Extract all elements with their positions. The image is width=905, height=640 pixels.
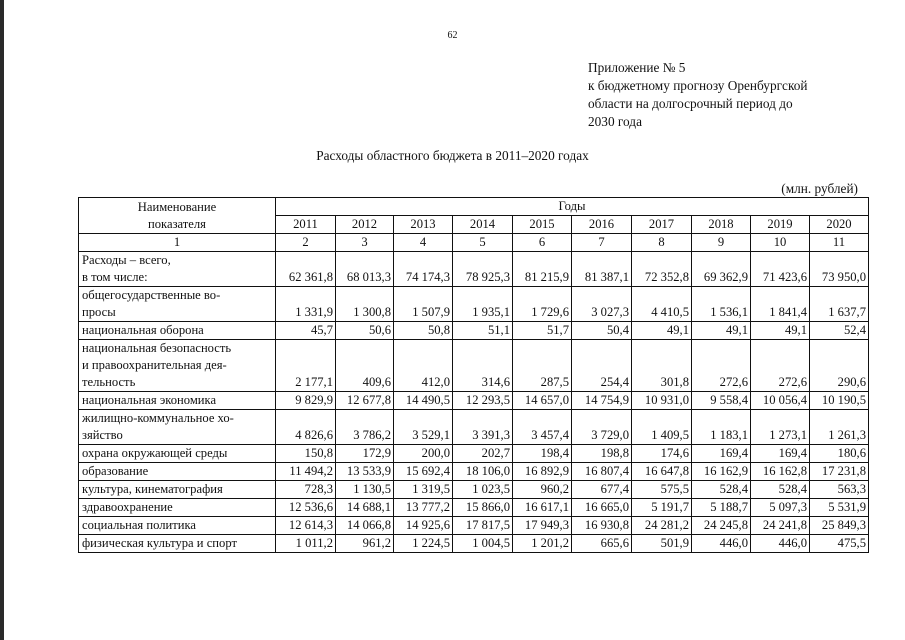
value-cell: 254,4 bbox=[572, 340, 632, 392]
value-cell: 50,8 bbox=[394, 322, 453, 340]
row-name bbox=[79, 499, 276, 517]
value-cell: 9 558,4 bbox=[692, 392, 751, 410]
value-cell: 1 536,1 bbox=[692, 287, 751, 322]
year-header: 2017 bbox=[632, 216, 692, 234]
value-cell: 16 617,1 bbox=[513, 499, 572, 517]
year-header: 2020 bbox=[810, 216, 869, 234]
value-cell: 174,6 bbox=[632, 445, 692, 463]
value-cell: 4 410,5 bbox=[632, 287, 692, 322]
value-cell: 13 533,9 bbox=[336, 463, 394, 481]
value-cell: 11 494,2 bbox=[276, 463, 336, 481]
value-cell: 14 490,5 bbox=[394, 392, 453, 410]
value-cell: 74 174,3 bbox=[394, 252, 453, 287]
table-row bbox=[79, 252, 869, 287]
value-cell: 1 300,8 bbox=[336, 287, 394, 322]
year-header: 2011 bbox=[276, 216, 336, 234]
value-cell: 9 829,9 bbox=[276, 392, 336, 410]
column-number: 10 bbox=[751, 234, 810, 252]
row-name bbox=[79, 535, 276, 553]
value-cell: 17 949,3 bbox=[513, 517, 572, 535]
value-cell: 665,6 bbox=[572, 535, 632, 553]
table-row bbox=[79, 410, 869, 445]
row-name-line: и правоохранительная дея- bbox=[82, 358, 227, 372]
column-number: 4 bbox=[394, 234, 453, 252]
value-cell: 409,6 bbox=[336, 340, 394, 392]
row-name-line: физическая культура и спорт bbox=[82, 536, 237, 550]
value-cell: 69 362,9 bbox=[692, 252, 751, 287]
value-cell: 16 162,9 bbox=[692, 463, 751, 481]
value-cell: 14 066,8 bbox=[336, 517, 394, 535]
value-cell: 1 183,1 bbox=[692, 410, 751, 445]
table-row bbox=[79, 287, 869, 322]
value-cell: 169,4 bbox=[751, 445, 810, 463]
row-name bbox=[79, 445, 276, 463]
value-cell: 16 647,8 bbox=[632, 463, 692, 481]
table-title: Расходы областного бюджета в 2011–2020 годах bbox=[316, 148, 589, 163]
year-header: 2013 bbox=[394, 216, 453, 234]
value-cell: 72 352,8 bbox=[632, 252, 692, 287]
row-name-line: культура, кинематография bbox=[82, 482, 223, 496]
value-cell: 16 665,0 bbox=[572, 499, 632, 517]
value-cell: 5 531,9 bbox=[810, 499, 869, 517]
value-cell: 563,3 bbox=[810, 481, 869, 499]
units-label: (млн. рублей) bbox=[781, 181, 858, 196]
table-body bbox=[79, 252, 869, 553]
value-cell: 150,8 bbox=[276, 445, 336, 463]
column-number: 7 bbox=[572, 234, 632, 252]
value-cell: 51,1 bbox=[453, 322, 513, 340]
value-cell: 49,1 bbox=[632, 322, 692, 340]
value-cell: 1 637,7 bbox=[810, 287, 869, 322]
value-cell: 14 754,9 bbox=[572, 392, 632, 410]
row-name bbox=[79, 392, 276, 410]
header-line: показателя bbox=[148, 216, 206, 231]
year-header: 2015 bbox=[513, 216, 572, 234]
value-cell: 13 777,2 bbox=[394, 499, 453, 517]
value-cell: 12 536,6 bbox=[276, 499, 336, 517]
row-name-line: зяйство bbox=[82, 428, 123, 442]
expenditure-table bbox=[78, 197, 869, 553]
value-cell: 17 817,5 bbox=[453, 517, 513, 535]
year-header: 2016 bbox=[572, 216, 632, 234]
value-cell: 3 391,3 bbox=[453, 410, 513, 445]
value-cell: 10 056,4 bbox=[751, 392, 810, 410]
value-cell: 3 729,0 bbox=[572, 410, 632, 445]
row-name-line: национальная оборона bbox=[82, 323, 204, 337]
value-cell: 290,6 bbox=[810, 340, 869, 392]
row-name-line: общегосударственные во- bbox=[82, 288, 221, 302]
row-name-line: Расходы – всего, bbox=[82, 253, 171, 267]
row-name bbox=[79, 340, 276, 392]
value-cell: 15 692,4 bbox=[394, 463, 453, 481]
value-cell: 446,0 bbox=[751, 535, 810, 553]
column-number: 9 bbox=[692, 234, 751, 252]
value-cell: 1 011,2 bbox=[276, 535, 336, 553]
appendix-line: Приложение № 5 bbox=[588, 60, 686, 75]
value-cell: 528,4 bbox=[692, 481, 751, 499]
table-row bbox=[79, 322, 869, 340]
column-number: 11 bbox=[810, 234, 869, 252]
row-name-line: жилищно-коммунальное хо- bbox=[82, 411, 234, 425]
row-name bbox=[79, 517, 276, 535]
value-cell: 1 729,6 bbox=[513, 287, 572, 322]
table-row bbox=[79, 340, 869, 392]
value-cell: 5 097,3 bbox=[751, 499, 810, 517]
value-cell: 960,2 bbox=[513, 481, 572, 499]
value-cell: 16 892,9 bbox=[513, 463, 572, 481]
value-cell: 198,4 bbox=[513, 445, 572, 463]
row-name bbox=[79, 287, 276, 322]
row-name-line: охрана окружающей среды bbox=[82, 446, 228, 460]
row-name-line: в том числе: bbox=[82, 270, 148, 284]
value-cell: 1 023,5 bbox=[453, 481, 513, 499]
value-cell: 49,1 bbox=[751, 322, 810, 340]
table-row bbox=[79, 499, 869, 517]
value-cell: 1 261,3 bbox=[810, 410, 869, 445]
value-cell: 3 786,2 bbox=[336, 410, 394, 445]
row-name bbox=[79, 410, 276, 445]
value-cell: 198,8 bbox=[572, 445, 632, 463]
value-cell: 16 930,8 bbox=[572, 517, 632, 535]
value-cell: 73 950,0 bbox=[810, 252, 869, 287]
header-line: Наименование bbox=[137, 199, 217, 214]
value-cell: 12 614,3 bbox=[276, 517, 336, 535]
value-cell: 78 925,3 bbox=[453, 252, 513, 287]
row-name bbox=[79, 463, 276, 481]
value-cell: 180,6 bbox=[810, 445, 869, 463]
value-cell: 25 849,3 bbox=[810, 517, 869, 535]
table-row bbox=[79, 535, 869, 553]
value-cell: 1 841,4 bbox=[751, 287, 810, 322]
value-cell: 272,6 bbox=[751, 340, 810, 392]
value-cell: 1 224,5 bbox=[394, 535, 453, 553]
value-cell: 200,0 bbox=[394, 445, 453, 463]
value-cell: 5 191,7 bbox=[632, 499, 692, 517]
value-cell: 412,0 bbox=[394, 340, 453, 392]
value-cell: 1 507,9 bbox=[394, 287, 453, 322]
value-cell: 287,5 bbox=[513, 340, 572, 392]
scan-left-edge bbox=[0, 0, 4, 640]
value-cell: 14 657,0 bbox=[513, 392, 572, 410]
column-number: 6 bbox=[513, 234, 572, 252]
year-header: 2019 bbox=[751, 216, 810, 234]
value-cell: 24 281,2 bbox=[632, 517, 692, 535]
value-cell: 24 241,8 bbox=[751, 517, 810, 535]
value-cell: 1 201,2 bbox=[513, 535, 572, 553]
value-cell: 1 409,5 bbox=[632, 410, 692, 445]
value-cell: 50,4 bbox=[572, 322, 632, 340]
row-name bbox=[79, 322, 276, 340]
value-cell: 10 190,5 bbox=[810, 392, 869, 410]
value-cell: 17 231,8 bbox=[810, 463, 869, 481]
value-cell: 172,9 bbox=[336, 445, 394, 463]
value-cell: 12 293,5 bbox=[453, 392, 513, 410]
value-cell: 14 925,6 bbox=[394, 517, 453, 535]
header-row-top bbox=[79, 198, 869, 216]
value-cell: 45,7 bbox=[276, 322, 336, 340]
value-cell: 81 215,9 bbox=[513, 252, 572, 287]
table-row bbox=[79, 445, 869, 463]
value-cell: 15 866,0 bbox=[453, 499, 513, 517]
column-number: 5 bbox=[453, 234, 513, 252]
year-header: 2012 bbox=[336, 216, 394, 234]
column-number: 3 bbox=[336, 234, 394, 252]
column-number: 8 bbox=[632, 234, 692, 252]
value-cell: 202,7 bbox=[453, 445, 513, 463]
value-cell: 961,2 bbox=[336, 535, 394, 553]
value-cell: 68 013,3 bbox=[336, 252, 394, 287]
value-cell: 50,6 bbox=[336, 322, 394, 340]
value-cell: 3 457,4 bbox=[513, 410, 572, 445]
value-cell: 18 106,0 bbox=[453, 463, 513, 481]
value-cell: 677,4 bbox=[572, 481, 632, 499]
value-cell: 16 162,8 bbox=[751, 463, 810, 481]
row-name-line: образование bbox=[82, 464, 149, 478]
column-number-row bbox=[79, 234, 869, 252]
value-cell: 575,5 bbox=[632, 481, 692, 499]
value-cell: 14 688,1 bbox=[336, 499, 394, 517]
value-cell: 1 273,1 bbox=[751, 410, 810, 445]
row-name bbox=[79, 252, 276, 287]
value-cell: 1 004,5 bbox=[453, 535, 513, 553]
value-cell: 1 331,9 bbox=[276, 287, 336, 322]
value-cell: 12 677,8 bbox=[336, 392, 394, 410]
value-cell: 81 387,1 bbox=[572, 252, 632, 287]
value-cell: 52,4 bbox=[810, 322, 869, 340]
value-cell: 4 826,6 bbox=[276, 410, 336, 445]
table-row bbox=[79, 463, 869, 481]
value-cell: 49,1 bbox=[692, 322, 751, 340]
row-name-line: национальная экономика bbox=[82, 393, 217, 407]
appendix-caption bbox=[588, 59, 888, 131]
value-cell: 528,4 bbox=[751, 481, 810, 499]
table-row bbox=[79, 517, 869, 535]
appendix-line: 2030 года bbox=[588, 114, 642, 129]
value-cell: 1 319,5 bbox=[394, 481, 453, 499]
value-cell: 501,9 bbox=[632, 535, 692, 553]
value-cell: 272,6 bbox=[692, 340, 751, 392]
value-cell: 728,3 bbox=[276, 481, 336, 499]
column-number: 2 bbox=[276, 234, 336, 252]
value-cell: 16 807,4 bbox=[572, 463, 632, 481]
row-name-line: социальная политика bbox=[82, 518, 197, 532]
value-cell: 2 177,1 bbox=[276, 340, 336, 392]
value-cell: 446,0 bbox=[692, 535, 751, 553]
row-name-line: просы bbox=[82, 305, 116, 319]
year-header: 2018 bbox=[692, 216, 751, 234]
appendix-line: области на долгосрочный период до bbox=[588, 96, 793, 111]
column-number: 1 bbox=[79, 234, 276, 252]
value-cell: 314,6 bbox=[453, 340, 513, 392]
value-cell: 3 027,3 bbox=[572, 287, 632, 322]
appendix-line: к бюджетному прогнозу Оренбургской bbox=[588, 78, 808, 93]
value-cell: 3 529,1 bbox=[394, 410, 453, 445]
row-name-line: здравоохранение bbox=[82, 500, 173, 514]
table-row bbox=[79, 392, 869, 410]
row-name-line: тельность bbox=[82, 375, 136, 389]
value-cell: 62 361,8 bbox=[276, 252, 336, 287]
value-cell: 1 935,1 bbox=[453, 287, 513, 322]
value-cell: 301,8 bbox=[632, 340, 692, 392]
year-header: 2014 bbox=[453, 216, 513, 234]
value-cell: 475,5 bbox=[810, 535, 869, 553]
row-name bbox=[79, 481, 276, 499]
value-cell: 24 245,8 bbox=[692, 517, 751, 535]
page-number: 62 bbox=[447, 30, 458, 41]
years-group-header: Годы bbox=[276, 198, 869, 216]
value-cell: 5 188,7 bbox=[692, 499, 751, 517]
value-cell: 10 931,0 bbox=[632, 392, 692, 410]
table-row bbox=[79, 481, 869, 499]
row-name-line: национальная безопасность bbox=[82, 341, 232, 355]
name-column-header bbox=[79, 198, 276, 234]
value-cell: 169,4 bbox=[692, 445, 751, 463]
value-cell: 51,7 bbox=[513, 322, 572, 340]
value-cell: 1 130,5 bbox=[336, 481, 394, 499]
value-cell: 71 423,6 bbox=[751, 252, 810, 287]
